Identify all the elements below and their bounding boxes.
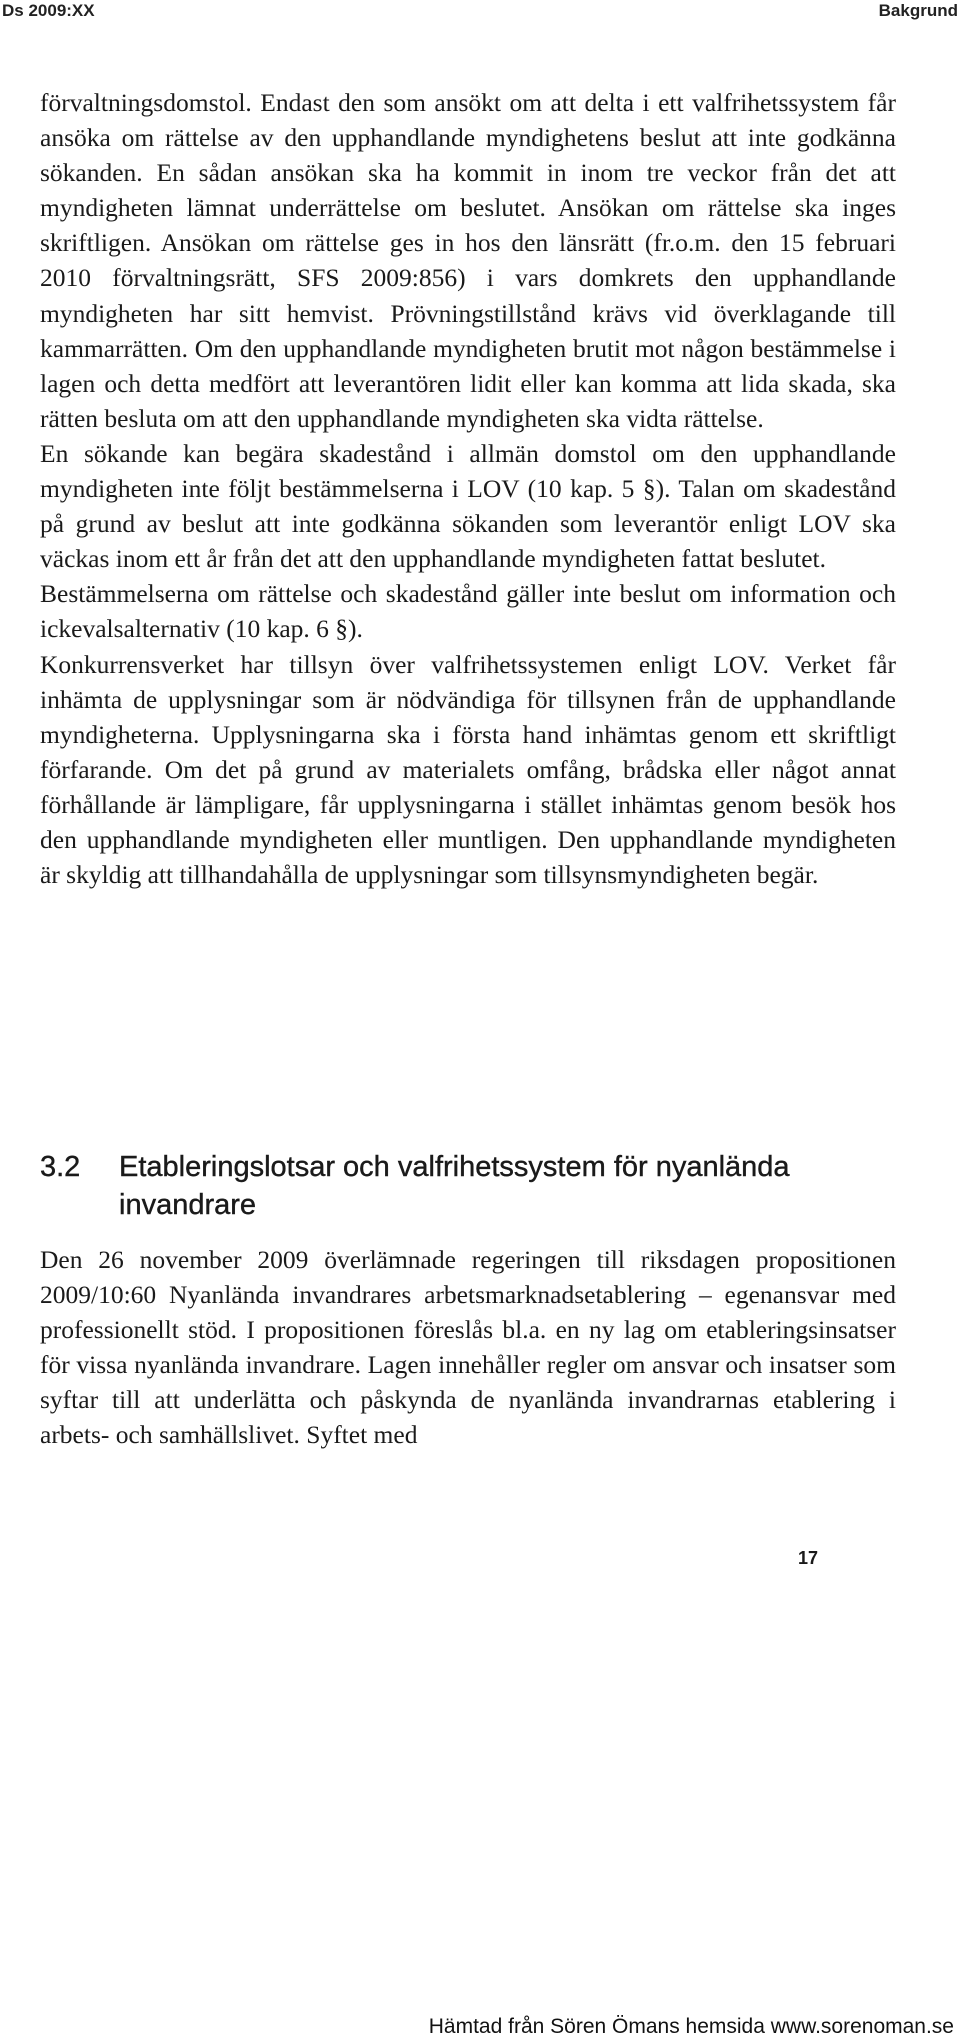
- section-number: 3.2: [40, 1151, 81, 1183]
- header-chapter-title: Bakgrund: [878, 1, 958, 20]
- main-text-block: [40, 85, 896, 892]
- running-header: [0, 0, 960, 22]
- paragraph-rattelse: förvaltningsdomstol. Endast den som ansökt om att delta i ett valfrihetssystem får ansöka om rättelse av den upphandlande myndighetens beslut att inte godkänna sökanden. En sådan ansökan ska ha kommit in inom tre veckor från det att myndigheten lämnat underrättelse om beslutet. Ansökan om rättelse ska inges skriftligen. Ansökan om rättelse ges in hos den länsrätt (fr.o.m. den 15 februari 2010 förvaltningsrätt, SFS 2009:856) i vars domkrets den upphandlande myndigheten har sitt hemvist. Prövningstillstånd krävs vid överklagande till kammarrätten. Om den upphandlande myndigheten brutit mot någon bestämmelse i lagen och detta medfört att leverantören lidit eller kan komma att lida skada, ska rätten besluta om att den upphandlande myndigheten ska vidta rättelse.: [40, 88, 896, 433]
- page-number: 17: [798, 1548, 819, 1568]
- paragraph-tillsyn: Konkurrensverket har tillsyn över valfrihetssystemen enligt LOV. Verket får inhämta de upplysningar som är nödvändiga för tillsynen från de upphandlande myndigheterna. Upplysningarna ska i första hand inhämtas genom ett skriftligt förfarande. Om det på grund av materialets omfång, brådska eller något annat förhållande är lämpligare, får upplysningarna i stället inhämtas genom besök hos den upphandlande myndigheten eller muntligen. Den upphandlande myndigheten är skyldig att tillhandahålla de upplysningar som tillsynsmyndigheten begär.: [40, 649, 896, 890]
- header-document-id: Ds 2009:XX: [2, 1, 95, 20]
- section-text-block: [40, 1242, 896, 1453]
- paragraph-skadestand: En sökande kan begära skadestånd i allmän domstol om den upphandlande myndigheten inte följt bestämmelserna i LOV (10 kap. 5 §). Talan om skadestånd på grund av beslut att inte godkänna sökanden som leverantör enligt LOV ska väckas inom ett år från det att den upphandlande myndigheten fattat beslutet.: [40, 438, 896, 574]
- footer-credit: Hämtad från Sören Ömans hemsida www.sorenoman.se: [428, 2015, 954, 2038]
- paragraph-proposition: Den 26 november 2009 överlämnade regeringen till riksdagen propositionen 2009/10:60 Nyanlända invandrares arbetsmarknadsetablering – egenansvar med professionellt stöd. I propositionen föreslås bl.a. en ny lag om etableringsinsatser för vissa nyanlända invandrare. Lagen innehåller regler om ansvar och insatser som syftar till att underlätta och påskynda de nyanlända invandrarnas etablering i arbets- och samhällslivet. Syftet med: [40, 1245, 896, 1450]
- paragraph-bestammelser: Bestämmelserna om rättelse och skadestånd gäller inte beslut om information och ickevalsalternativ (10 kap. 6 §).: [40, 579, 896, 644]
- section-title: Etableringslotsar och valfrihetssystem för nyanlända invandrare: [119, 1151, 790, 1221]
